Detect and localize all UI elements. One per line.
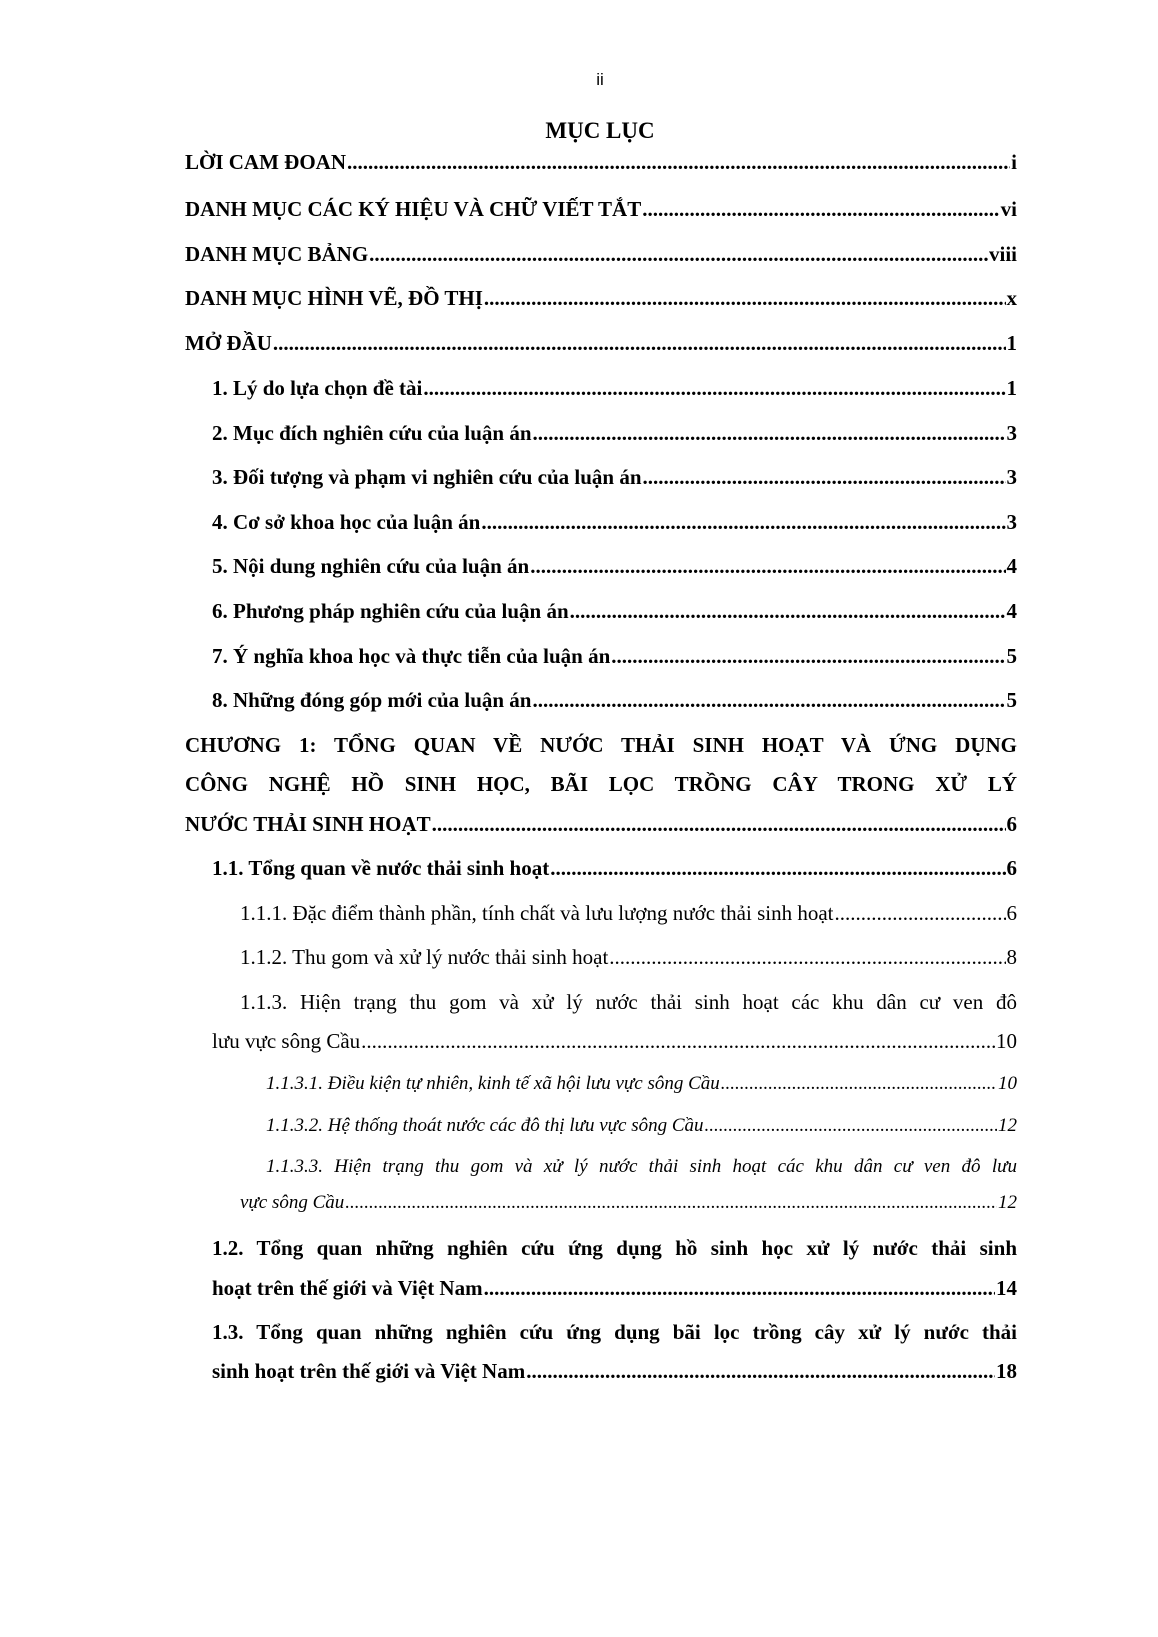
toc-leader	[423, 376, 1005, 401]
toc-leader	[484, 1276, 995, 1301]
toc-entry[interactable]	[240, 901, 1017, 926]
toc-entry-title: LỜI CAM ĐOAN	[185, 150, 346, 174]
toc-entry-page: 10	[996, 1029, 1017, 1053]
toc-entry-page: 12	[998, 1192, 1017, 1213]
toc-leader	[432, 812, 1006, 837]
toc-leader	[533, 421, 1006, 446]
toc-entry-title: 8. Những đóng góp mới của luận án	[212, 688, 532, 712]
toc-entry-title: vực sông Cầu	[240, 1192, 345, 1213]
toc-entry-line[interactable]: 1.1.3.3. Hiện trạng thu gom và xử lý nước thải sinh hoạt các khu dân cư ven đô lưu	[266, 1156, 1017, 1177]
toc-entry-title: DANH MỤC HÌNH VẼ, ĐỒ THỊ	[185, 286, 483, 310]
toc-entry-page: 6	[1006, 856, 1017, 880]
toc-entry-title: 1. Lý do lựa chọn đề tài	[212, 376, 423, 400]
toc-entry[interactable]	[212, 376, 1017, 401]
toc-leader	[533, 688, 1006, 713]
toc-entry[interactable]	[212, 554, 1017, 579]
toc-entry-page: 10	[998, 1073, 1017, 1094]
toc-entry-title: 1.1.2. Thu gom và xử lý nước thải sinh hoạt	[240, 945, 609, 969]
toc-entry[interactable]	[212, 1276, 1017, 1301]
toc-entry[interactable]	[212, 599, 1017, 624]
toc-entry-title: DANH MỤC CÁC KÝ HIỆU VÀ CHỮ VIẾT TẮT	[185, 197, 642, 221]
toc-leader	[611, 644, 1005, 669]
toc-entry[interactable]	[185, 242, 1017, 267]
toc-entry[interactable]	[266, 1073, 1017, 1095]
toc-entry-line[interactable]: 1.1.3. Hiện trạng thu gom và xử lý nước thải sinh hoạt các khu dân cư ven đô	[240, 990, 1017, 1014]
toc-entry-page: 18	[996, 1359, 1017, 1383]
toc-entry-title: 5. Nội dung nghiên cứu của luận án	[212, 554, 530, 578]
toc-entry-title: 1.1.3.2. Hệ thống thoát nước các đô thị lưu vực sông Cầu	[266, 1115, 704, 1136]
toc-entry-title: 1.1.1. Đặc điểm thành phần, tính chất và lưu lượng nước thải sinh hoạt	[240, 901, 834, 925]
toc-leader	[642, 197, 999, 222]
toc-entry-page: 4	[1006, 554, 1017, 578]
toc-entry-title: 3. Đối tượng và phạm vi nghiên cứu của luận án	[212, 465, 642, 489]
page-number: ii	[596, 70, 604, 89]
toc-entry-page: 14	[996, 1276, 1017, 1300]
toc-entry[interactable]	[212, 510, 1017, 535]
toc-entry-page: 12	[998, 1115, 1017, 1136]
toc-entry-page: 5	[1006, 644, 1017, 668]
toc-entry-title: 2. Mục đích nghiên cứu của luận án	[212, 421, 532, 445]
toc-entry-title: lưu vực sông Cầu	[212, 1029, 361, 1053]
toc-entry-page: 1	[1006, 376, 1017, 400]
toc-entry-line[interactable]: CHƯƠNG 1: TỔNG QUAN VỀ NƯỚC THẢI SINH HOẠT VÀ ỨNG DỤNG	[185, 733, 1017, 757]
toc-entry-page: 4	[1006, 599, 1017, 623]
toc-leader	[609, 945, 1005, 970]
toc-entry[interactable]	[185, 331, 1017, 356]
toc-entry-title: 7. Ý nghĩa khoa học và thực tiễn của luận án	[212, 644, 611, 668]
toc-entry-title: sinh hoạt trên thế giới và Việt Nam	[212, 1359, 526, 1383]
toc-entry-title: DANH MỤC BẢNG	[185, 242, 369, 266]
toc-leader	[347, 150, 1010, 175]
toc-leader	[570, 599, 1006, 624]
toc-entry-title: 6. Phương pháp nghiên cứu của luận án	[212, 599, 569, 623]
toc-entry[interactable]	[266, 1115, 1017, 1137]
toc-leader	[550, 856, 1005, 881]
toc-entry-page: 8	[1006, 945, 1017, 969]
toc-entry-title: MỞ ĐẦU	[185, 331, 272, 355]
toc-entry-page: 3	[1006, 465, 1017, 489]
toc-entry[interactable]	[212, 644, 1017, 669]
toc-leader	[273, 331, 1006, 356]
toc-title: MỤC LỤC	[545, 118, 655, 143]
toc-entry[interactable]	[212, 1359, 1017, 1384]
toc-entry-title: 4. Cơ sở khoa học của luận án	[212, 510, 481, 534]
toc-leader	[369, 242, 988, 267]
toc-leader	[643, 465, 1006, 490]
toc-leader	[721, 1073, 997, 1095]
toc-leader	[361, 1029, 995, 1054]
toc-entry-title: NƯỚC THẢI SINH HOẠT	[185, 812, 431, 836]
toc-leader	[484, 286, 1006, 311]
toc-entry[interactable]	[212, 421, 1017, 446]
toc-entry-line[interactable]: CÔNG NGHỆ HỒ SINH HỌC, BÃI LỌC TRỒNG CÂY TRONG XỬ LÝ	[185, 772, 1017, 796]
toc-entry-page: 3	[1006, 510, 1017, 534]
toc-entry[interactable]	[212, 856, 1017, 881]
toc-entry-page: i	[1011, 150, 1017, 174]
toc-entry-page: x	[1006, 286, 1017, 310]
toc-entry-title: 1.1. Tổng quan về nước thải sinh hoạt	[212, 856, 550, 880]
toc-leader	[835, 901, 1006, 926]
toc-entry[interactable]	[212, 465, 1017, 490]
toc-leader	[481, 510, 1005, 535]
toc-entry-page: 6	[1006, 812, 1017, 836]
toc-leader	[530, 554, 1005, 579]
toc-entry-page: 3	[1006, 421, 1017, 445]
toc-entry[interactable]	[185, 150, 1017, 175]
toc-entry-page: 5	[1006, 688, 1017, 712]
toc-entry[interactable]	[185, 812, 1017, 837]
toc-entry-page: viii	[988, 242, 1017, 266]
toc-leader	[705, 1115, 997, 1137]
toc-entry[interactable]	[240, 1192, 1017, 1214]
toc-entry[interactable]	[185, 197, 1017, 222]
toc-entry-line[interactable]: 1.2. Tổng quan những nghiên cứu ứng dụng hồ sinh học xử lý nước thải sinh	[212, 1236, 1017, 1260]
toc-entry-page: vi	[1000, 197, 1017, 221]
toc-leader	[345, 1192, 997, 1214]
toc-entry[interactable]	[185, 286, 1017, 311]
toc-entry-page: 6	[1006, 901, 1017, 925]
toc-entry-line[interactable]: 1.3. Tổng quan những nghiên cứu ứng dụng bãi lọc trồng cây xử lý nước thải	[212, 1320, 1017, 1344]
toc-entry-page: 1	[1006, 331, 1017, 355]
toc-entry-title: 1.1.3.1. Điều kiện tự nhiên, kinh tế xã hội lưu vực sông Cầu	[266, 1073, 720, 1094]
toc-entry[interactable]	[240, 945, 1017, 970]
toc-entry-title: hoạt trên thế giới và Việt Nam	[212, 1276, 483, 1300]
toc-entry[interactable]	[212, 1029, 1017, 1054]
toc-entry[interactable]	[212, 688, 1017, 713]
toc-leader	[526, 1359, 995, 1384]
